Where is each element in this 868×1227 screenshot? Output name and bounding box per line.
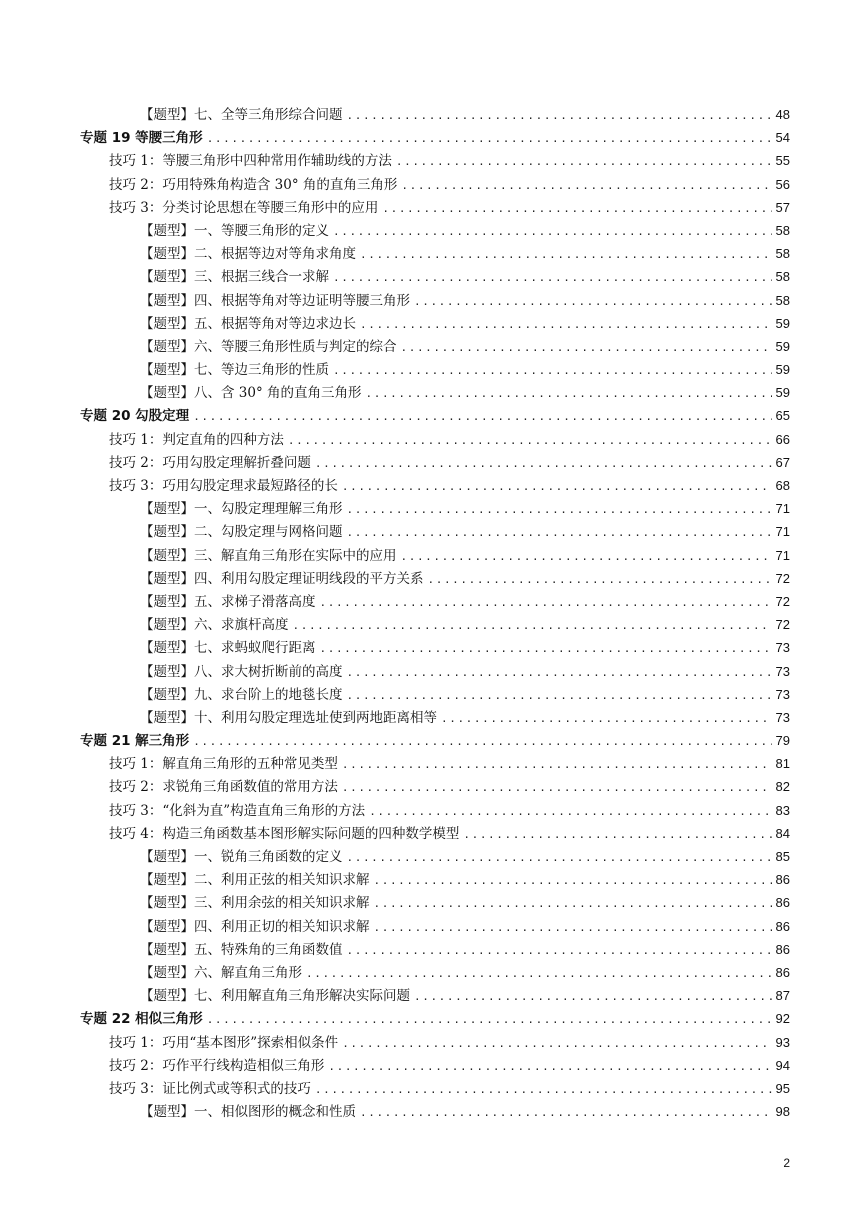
toc-dot-leader — [328, 1055, 771, 1078]
toc-dot-leader — [193, 405, 771, 428]
toc-question-type-entry[interactable] — [0, 544, 868, 567]
toc-entry-line — [140, 103, 790, 126]
toc-entry-line — [109, 451, 790, 474]
toc-entry-line — [109, 775, 790, 798]
toc-question-type-entry[interactable] — [0, 660, 868, 683]
toc-entry-page-number: 98 — [775, 1104, 790, 1120]
toc-dot-leader — [347, 846, 772, 869]
toc-entry-line — [109, 196, 790, 219]
toc-entry-line — [140, 497, 790, 520]
toc-dot-leader — [320, 591, 772, 614]
toc-entry-line — [140, 845, 790, 868]
toc-question-type-entry[interactable] — [0, 590, 868, 613]
toc-entry-page-number: 94 — [775, 1057, 790, 1073]
toc-entry-title: 【题型】七、利用解直角三角形解决实际问题 — [140, 988, 410, 1005]
toc-entry-page-number: 73 — [775, 640, 790, 656]
toc-entry-title: 【题型】七、等边三角形的性质 — [140, 362, 329, 379]
toc-question-type-entry[interactable] — [0, 613, 868, 636]
table-of-contents — [0, 103, 868, 1123]
toc-entry-page-number: 59 — [775, 362, 790, 378]
toc-entry-title: 【题型】六、求旗杆高度 — [140, 617, 289, 634]
toc-entry-title: 技巧 1：解直角三角形的五种常见类型 — [109, 756, 338, 773]
toc-entry-line — [140, 683, 790, 706]
toc-entry-line — [140, 358, 790, 381]
toc-question-type-entry[interactable] — [0, 289, 868, 312]
toc-entry-page-number: 54 — [775, 130, 790, 146]
toc-dot-leader — [360, 1101, 772, 1124]
toc-dot-leader — [428, 568, 772, 591]
toc-entry-line — [109, 1031, 790, 1054]
toc-dot-leader — [347, 661, 772, 684]
toc-entry-title: 技巧 4：构造三角函数基本图形解实际问题的四种数学模型 — [109, 825, 460, 842]
toc-question-type-entry[interactable] — [0, 845, 868, 868]
toc-entry-line — [140, 265, 790, 288]
toc-entry-title: 【题型】四、利用勾股定理证明线段的平方关系 — [140, 570, 424, 587]
toc-entry-title: 技巧 1：巧用“基本图形”探索相似条件 — [109, 1034, 339, 1051]
toc-entry-line — [140, 312, 790, 335]
toc-entry-line — [140, 868, 790, 891]
toc-entry-line — [80, 404, 790, 427]
toc-entry-page-number: 86 — [775, 964, 790, 980]
toc-question-type-entry[interactable] — [0, 636, 868, 659]
toc-dot-leader — [360, 313, 772, 336]
toc-entry-page-number: 79 — [775, 733, 790, 749]
toc-entry-line — [140, 636, 790, 659]
toc-chapter-entry[interactable] — [0, 729, 868, 752]
toc-question-type-entry[interactable] — [0, 683, 868, 706]
toc-entry-title: 【题型】一、相似图形的概念和性质 — [140, 1104, 356, 1121]
toc-dot-leader — [315, 452, 772, 475]
toc-dot-leader — [342, 1032, 771, 1055]
toc-entry-line — [109, 752, 790, 775]
toc-question-type-entry[interactable] — [0, 706, 868, 729]
toc-question-type-entry[interactable] — [0, 938, 868, 961]
toc-entry-page-number: 72 — [775, 617, 790, 633]
toc-entry-line — [140, 242, 790, 265]
toc-entry-page-number: 72 — [775, 570, 790, 586]
toc-entry-title: 【题型】四、利用正切的相关知识求解 — [140, 918, 370, 935]
toc-entry-title: 【题型】二、勾股定理与网格问题 — [140, 524, 343, 541]
toc-entry-page-number: 72 — [775, 593, 790, 609]
toc-entry-page-number: 55 — [775, 153, 790, 169]
toc-entry-page-number: 73 — [775, 709, 790, 725]
toc-dot-leader — [320, 637, 772, 660]
toc-entry-page-number: 65 — [775, 408, 790, 424]
toc-entry-title: 【题型】四、根据等角对等边证明等腰三角形 — [140, 292, 410, 309]
toc-question-type-entry[interactable] — [0, 567, 868, 590]
toc-entry-title: 专题 21 解三角形 — [80, 733, 190, 750]
toc-technique-entry[interactable] — [0, 752, 868, 775]
toc-entry-page-number: 71 — [775, 501, 790, 517]
toc-entry-title: 技巧 3：证比例式或等积式的技巧 — [109, 1080, 311, 1097]
toc-chapter-entry[interactable] — [0, 126, 868, 149]
toc-dot-leader — [347, 498, 772, 521]
toc-technique-entry[interactable] — [0, 1031, 868, 1054]
toc-entry-line — [140, 381, 790, 404]
toc-entry-line — [140, 219, 790, 242]
toc-dot-leader — [374, 869, 772, 892]
toc-entry-line — [80, 1007, 790, 1030]
toc-technique-entry[interactable] — [0, 428, 868, 451]
toc-dot-leader — [207, 127, 772, 150]
toc-entry-line — [109, 1077, 790, 1100]
toc-dot-leader — [347, 684, 772, 707]
toc-entry-title: 【题型】一、勾股定理理解三角形 — [140, 501, 343, 518]
toc-entry-page-number: 92 — [775, 1011, 790, 1027]
toc-technique-entry[interactable] — [0, 1054, 868, 1077]
toc-dot-leader — [401, 174, 771, 197]
toc-entry-page-number: 56 — [775, 176, 790, 192]
toc-chapter-entry[interactable] — [0, 1007, 868, 1030]
toc-entry-page-number: 58 — [775, 222, 790, 238]
toc-entry-title: 专题 22 相似三角形 — [80, 1011, 203, 1028]
toc-dot-leader — [342, 475, 772, 498]
toc-entry-page-number: 85 — [775, 849, 790, 864]
toc-question-type-entry[interactable] — [0, 868, 868, 891]
toc-question-type-entry[interactable] — [0, 984, 868, 1007]
toc-entry-line — [140, 590, 790, 613]
toc-entry-page-number: 68 — [775, 478, 790, 493]
toc-question-type-entry[interactable] — [0, 381, 868, 404]
toc-entry-page-number: 59 — [775, 385, 790, 401]
toc-entry-page-number: 82 — [775, 779, 790, 795]
toc-question-type-entry[interactable] — [0, 915, 868, 938]
toc-entry-line — [80, 126, 790, 149]
toc-entry-page-number: 57 — [775, 199, 790, 215]
toc-dot-leader — [333, 359, 772, 382]
toc-entry-page-number: 58 — [775, 269, 790, 285]
toc-question-type-entry[interactable] — [0, 358, 868, 381]
toc-question-type-entry[interactable] — [0, 335, 868, 358]
toc-dot-leader — [306, 962, 772, 985]
toc-entry-title: 技巧 3：分类讨论思想在等腰三角形中的应用 — [109, 199, 379, 216]
toc-dot-leader — [342, 753, 772, 776]
toc-entry-title: 【题型】九、求台阶上的地毯长度 — [140, 686, 343, 703]
toc-question-type-entry[interactable] — [0, 219, 868, 242]
toc-entry-line — [140, 891, 790, 914]
toc-entry-line — [109, 173, 790, 196]
toc-entry-line — [140, 567, 790, 590]
toc-entry-line — [109, 1054, 790, 1077]
toc-entry-title: 【题型】六、解直角三角形 — [140, 964, 302, 981]
toc-dot-leader — [374, 892, 772, 915]
toc-chapter-entry[interactable] — [0, 404, 868, 427]
toc-entry-page-number: 71 — [775, 524, 790, 540]
toc-entry-title: 【题型】十、利用勾股定理选址使到两地距离相等 — [140, 709, 437, 726]
toc-entry-title: 【题型】二、利用正弦的相关知识求解 — [140, 872, 370, 889]
toc-entry-title: 【题型】六、等腰三角形性质与判定的综合 — [140, 338, 397, 355]
toc-dot-leader — [401, 336, 772, 359]
toc-entry-title: 技巧 2：巧用勾股定理解折叠问题 — [109, 454, 311, 471]
toc-entry-line — [140, 706, 790, 729]
toc-entry-page-number: 67 — [775, 454, 790, 470]
toc-dot-leader — [347, 104, 772, 127]
toc-technique-entry[interactable] — [0, 822, 868, 845]
toc-entry-line — [140, 613, 790, 636]
toc-dot-leader — [414, 290, 772, 313]
toc-entry-line — [140, 520, 790, 543]
toc-entry-page-number: 73 — [775, 686, 790, 702]
toc-entry-line — [140, 938, 790, 961]
toc-dot-leader — [366, 382, 772, 405]
toc-entry-line — [109, 149, 790, 172]
page-number: 2 — [783, 1156, 790, 1170]
toc-question-type-entry[interactable] — [0, 961, 868, 984]
toc-entry-page-number: 86 — [775, 941, 790, 957]
toc-entry-title: 【题型】七、求蚂蚁爬行距离 — [140, 640, 316, 657]
toc-entry-page-number: 86 — [775, 918, 790, 934]
toc-dot-leader — [414, 985, 772, 1008]
toc-entry-page-number: 59 — [775, 315, 790, 331]
toc-entry-page-number: 86 — [775, 895, 790, 911]
toc-entry-title: 【题型】三、解直角三角形在实际中的应用 — [140, 547, 397, 564]
toc-dot-leader — [315, 1078, 772, 1101]
toc-dot-leader — [333, 266, 772, 289]
toc-entry-line — [140, 335, 790, 358]
toc-entry-page-number: 84 — [775, 825, 790, 841]
toc-dot-leader — [369, 800, 771, 823]
toc-entry-line — [140, 984, 790, 1007]
toc-question-type-entry[interactable] — [0, 265, 868, 288]
toc-entry-title: 【题型】三、利用余弦的相关知识求解 — [140, 895, 370, 912]
toc-entry-title: 技巧 1：判定直角的四种方法 — [109, 431, 284, 448]
toc-entry-title: 技巧 1：等腰三角形中四种常用作辅助线的方法 — [109, 153, 392, 170]
toc-question-type-entry[interactable] — [0, 520, 868, 543]
toc-entry-line — [140, 915, 790, 938]
toc-entry-line — [140, 961, 790, 984]
toc-dot-leader — [374, 916, 772, 939]
toc-entry-title: 技巧 2：巧用特殊角构造含 30° 角的直角三角形 — [109, 176, 398, 193]
toc-entry-title: 【题型】三、根据三线合一求解 — [140, 269, 329, 286]
toc-question-type-entry[interactable] — [0, 242, 868, 265]
toc-question-type-entry[interactable] — [0, 891, 868, 914]
toc-entry-page-number: 58 — [775, 246, 790, 262]
toc-dot-leader — [347, 939, 772, 962]
toc-technique-entry[interactable] — [0, 149, 868, 172]
toc-dot-leader — [288, 429, 772, 452]
toc-entry-title: 技巧 3：巧用勾股定理求最短路径的长 — [109, 478, 338, 494]
toc-entry-title: 【题型】二、根据等边对等角求角度 — [140, 246, 356, 263]
toc-dot-leader — [441, 707, 772, 730]
toc-dot-leader — [293, 614, 772, 637]
toc-technique-entry[interactable] — [0, 799, 868, 822]
toc-entry-page-number: 66 — [775, 431, 790, 447]
toc-technique-entry[interactable] — [0, 173, 868, 196]
toc-dot-leader — [207, 1008, 772, 1031]
toc-entry-page-number: 81 — [775, 756, 790, 772]
toc-dot-leader — [401, 545, 772, 568]
toc-dot-leader — [382, 197, 771, 220]
toc-technique-entry[interactable] — [0, 451, 868, 474]
toc-entry-title: 技巧 3：“化斜为直”构造直角三角形的方法 — [109, 802, 366, 819]
toc-dot-leader — [347, 521, 772, 544]
toc-question-type-entry[interactable] — [0, 312, 868, 335]
toc-entry-title: 技巧 2：求锐角三角函数值的常用方法 — [109, 779, 338, 796]
toc-entry-line — [109, 822, 790, 845]
toc-entry-page-number: 58 — [775, 292, 790, 308]
toc-entry-line — [140, 660, 790, 683]
toc-entry-title: 专题 19 等腰三角形 — [80, 130, 203, 147]
toc-entry-title: 【题型】八、求大树折断前的高度 — [140, 663, 343, 680]
toc-entry-line — [140, 1100, 790, 1123]
toc-question-type-entry[interactable] — [0, 103, 868, 126]
toc-entry-line — [109, 474, 790, 497]
toc-entry-title: 【题型】五、特殊角的三角函数值 — [140, 941, 343, 958]
toc-entry-title: 专题 20 勾股定理 — [80, 408, 190, 425]
toc-entry-line — [109, 799, 790, 822]
toc-entry-line — [80, 729, 790, 752]
toc-entry-title: 【题型】七、全等三角形综合问题 — [140, 107, 343, 123]
toc-entry-line — [140, 544, 790, 567]
toc-dot-leader — [396, 150, 772, 173]
toc-entry-page-number: 87 — [775, 988, 790, 1004]
toc-entry-page-number: 71 — [775, 547, 790, 563]
toc-entry-page-number: 73 — [775, 663, 790, 679]
toc-technique-entry[interactable] — [0, 1077, 868, 1100]
toc-entry-page-number: 59 — [775, 338, 790, 354]
toc-dot-leader — [333, 220, 772, 243]
toc-technique-entry[interactable] — [0, 196, 868, 219]
toc-entry-page-number: 95 — [775, 1080, 790, 1096]
toc-entry-title: 【题型】八、含 30° 角的直角三角形 — [140, 385, 362, 402]
toc-entry-title: 技巧 2：巧作平行线构造相似三角形 — [109, 1057, 325, 1074]
toc-question-type-entry[interactable] — [0, 497, 868, 520]
toc-dot-leader — [463, 823, 771, 846]
toc-entry-title: 【题型】一、锐角三角函数的定义 — [140, 849, 343, 865]
toc-entry-line — [109, 428, 790, 451]
toc-question-type-entry[interactable] — [0, 1100, 868, 1123]
toc-entry-page-number: 93 — [775, 1034, 790, 1050]
toc-entry-line — [140, 289, 790, 312]
toc-dot-leader — [193, 730, 771, 753]
toc-entry-page-number: 48 — [775, 107, 790, 122]
toc-entry-page-number: 86 — [775, 872, 790, 888]
toc-dot-leader — [342, 776, 772, 799]
toc-dot-leader — [360, 243, 772, 266]
toc-entry-title: 【题型】五、根据等角对等边求边长 — [140, 315, 356, 332]
toc-technique-entry[interactable] — [0, 775, 868, 798]
toc-technique-entry[interactable] — [0, 474, 868, 497]
toc-entry-title: 【题型】五、求梯子滑落高度 — [140, 593, 316, 610]
toc-entry-title: 【题型】一、等腰三角形的定义 — [140, 222, 329, 239]
toc-entry-page-number: 83 — [775, 802, 790, 818]
